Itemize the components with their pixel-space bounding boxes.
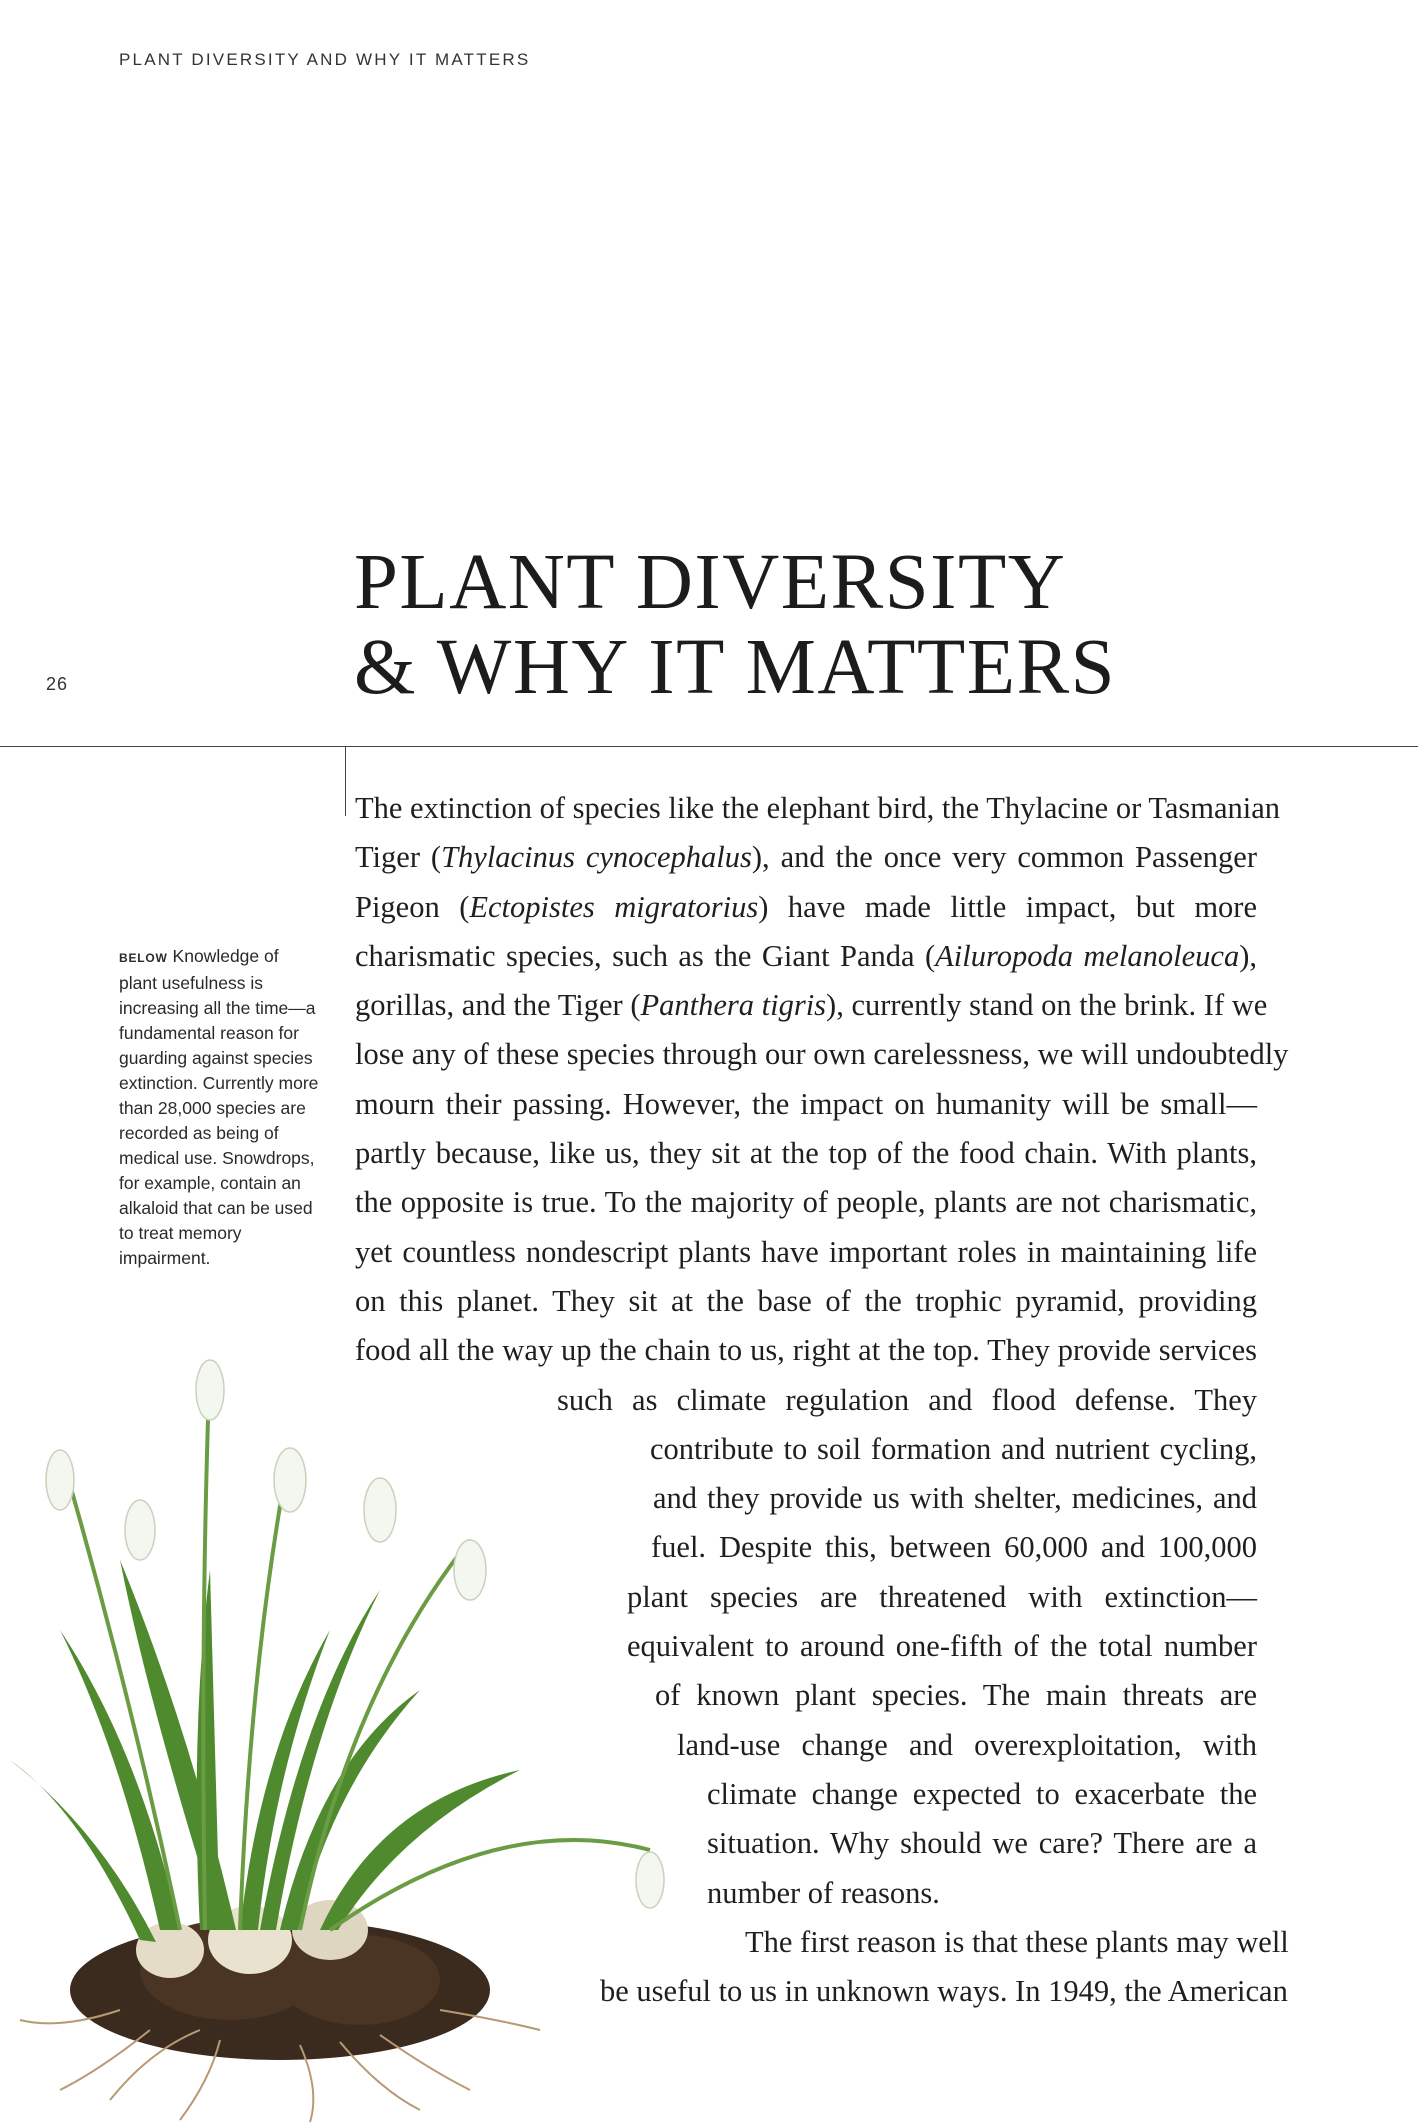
caption-text: Knowledge of plant usefulness is increasing all the time—a fundamental reason for guarding against species extinction. Currently more than 28,000 species are recorded as being of medical use. Snowdrops, for example, contain an alkaloid that can be used to treat memory impairment. <box>119 946 319 1268</box>
chapter-title-line-1: PLANT DIVERSITY <box>354 539 1067 626</box>
body-text-segment: such as climate regulation and flood defense. They <box>557 1382 1257 1417</box>
body-line <box>355 1967 1288 2016</box>
body-line <box>355 1721 1257 1770</box>
body-text-segment: contribute to soil formation and nutrient cycling, <box>650 1431 1257 1466</box>
body-line <box>355 1671 1257 1720</box>
body-line <box>355 1869 1257 1918</box>
body-text-segment: ), and the once very common Passenger <box>751 840 1257 875</box>
body-text-segment: partly because, like us, they sit at the top of the food chain. With plants, <box>355 1136 1257 1171</box>
body-text-segment: gorillas, and the Tiger ( <box>355 988 641 1023</box>
species-name: Thylacinus cynocephalus <box>441 840 752 875</box>
body-text-segment: of known plant species. The main threats are <box>655 1678 1257 1713</box>
body-line <box>355 1573 1257 1622</box>
body-text-segment: The first reason is that these plants may well <box>745 1924 1289 1959</box>
body-line <box>355 1376 1257 1425</box>
chapter-title-line-2: & WHY IT MATTERS <box>354 624 1117 711</box>
body-text-segment: yet countless nondescript plants have important roles in maintaining life <box>355 1234 1257 1269</box>
species-name: Panthera tigris <box>640 988 827 1023</box>
body-line <box>355 1819 1257 1868</box>
body-line <box>355 1622 1257 1671</box>
vertical-rule <box>345 746 346 816</box>
caption-lead: BELOW <box>119 951 168 965</box>
body-line <box>355 1523 1257 1572</box>
body-text-segment: food all the way up the chain to us, right at the top. They provide services <box>355 1333 1257 1368</box>
body-text-segment: Pigeon ( <box>355 889 470 924</box>
body-line <box>355 784 1280 833</box>
body-line <box>355 1178 1257 1227</box>
body-line <box>355 1326 1257 1375</box>
body-line <box>355 1228 1257 1277</box>
body-text-segment: number of reasons. <box>707 1875 940 1910</box>
body-text-segment: charismatic species, such as the Giant Panda ( <box>355 938 936 973</box>
body-line <box>355 1129 1257 1178</box>
body-line <box>355 981 1268 1030</box>
body-line <box>355 1770 1257 1819</box>
chapter-title <box>354 540 1116 710</box>
body-text-segment: situation. Why should we care? There are a <box>707 1826 1257 1861</box>
body-line <box>355 883 1257 932</box>
body-text-segment: mourn their passing. However, the impact on humanity will be small— <box>355 1086 1257 1121</box>
body-text-segment: be useful to us in unknown ways. In 1949, the American <box>600 1974 1288 2009</box>
body-line <box>355 1080 1257 1129</box>
body-text-segment: climate change expected to exacerbate the <box>707 1776 1257 1811</box>
body-line <box>355 932 1257 981</box>
body-text-segment: The extinction of species like the elephant bird, the Thylacine or Tasmanian <box>355 791 1280 825</box>
body-text-segment: the opposite is true. To the majority of people, plants are not charismatic, <box>355 1185 1257 1220</box>
body-text-segment: and they provide us with shelter, medicines, and <box>653 1481 1257 1516</box>
body-text-segment: Tiger ( <box>355 840 442 875</box>
body-line <box>355 1425 1257 1474</box>
body-line <box>355 1030 1289 1079</box>
body-line <box>355 1277 1257 1326</box>
body-text-segment: fuel. Despite this, between 60,000 and 100,000 <box>651 1530 1257 1565</box>
body-text-segment: ) have made little impact, but more <box>758 889 1258 924</box>
body-text-segment: on this planet. They sit at the base of the trophic pyramid, providing <box>355 1283 1257 1318</box>
body-text <box>355 784 1289 2016</box>
body-text-segment: land-use change and overexploitation, with <box>677 1727 1257 1762</box>
species-name: Ailuropoda melanoleuca <box>935 938 1240 973</box>
body-text-segment: equivalent to around one-fifth of the total number <box>627 1629 1257 1664</box>
body-text-segment: plant species are threatened with extinction— <box>627 1579 1257 1614</box>
body-line <box>355 833 1257 882</box>
running-head: PLANT DIVERSITY AND WHY IT MATTERS <box>119 50 531 69</box>
body-text-segment: ), currently stand on the brink. If we <box>826 988 1268 1023</box>
body-line <box>355 1474 1257 1523</box>
page-number: 26 <box>46 674 69 694</box>
species-name: Ectopistes migratorius <box>469 889 759 924</box>
body-text-segment: ), <box>1239 938 1257 973</box>
photo-caption <box>119 944 319 1271</box>
body-line <box>355 1918 1289 1967</box>
body-text-segment: lose any of these species through our own carelessness, we will undoubtedly <box>355 1037 1289 1072</box>
horizontal-rule <box>0 746 1418 747</box>
